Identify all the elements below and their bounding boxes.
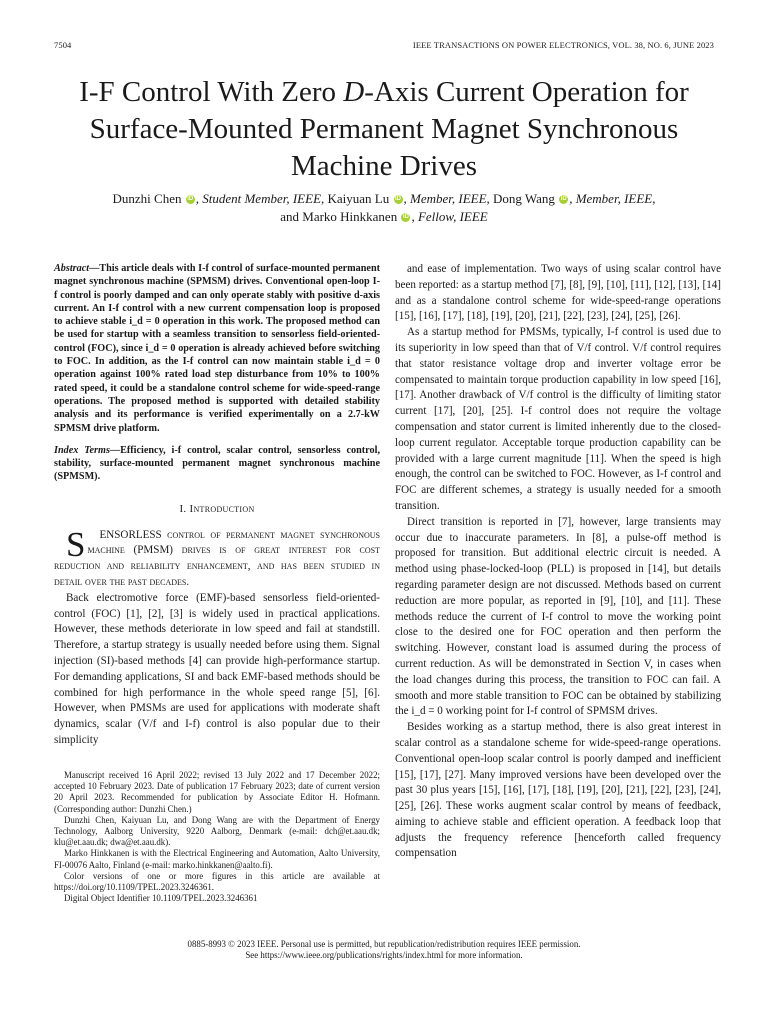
- footnotes: [54, 770, 380, 904]
- author-list: Dunzhi Chen iD , Student Member, IEEE, Kaiyuan Lu iD , Member, IEEE, Dong Wang iD , Member, IEEE, and Marko Hinkkanen iD , Fellow, IEEE: [112, 191, 656, 224]
- copyright-notice: 0885-8993 © 2023 IEEE. Personal use is permitted, but republication/redistribution requires IEEE permission. See https://www.ieee.org/publications/rights/index.html for more information.: [187, 939, 581, 961]
- orcid-icon[interactable]: iD: [187, 196, 194, 202]
- intro-paragraph-1: S ENSORLESS control of permanent magnet synchronous machine (PMSM) drives is of great interest for cost reduction and reliability enhancement, and has been studied in detail over the past decades.: [54, 524, 380, 588]
- orcid-icon[interactable]: iD: [402, 214, 409, 220]
- body-paragraph: As a startup method for PMSMs, typically, I-f control is used due to its superiority in low speed than that of V/f control. V/f control requires that stator resistance voltage drop and inverter voltage error be compensated to maintain torque production capability in low speed [16], [17]. Another drawback of V/f control is the difficulty of limiting stator current [17], [20], [25]. I-f control does not require the voltage compensation and stator current is limited inherently due to the closed-loop current regulator. Acceptable torque production capability can be provided with a large current magnitude [11]. When the speed is high enough, the control can be switched to FOC. However, as I-f control and FOC are different schemes, a strategy is usually needed for a smooth transition.: [395, 326, 721, 512]
- index-terms: Index Terms—Efficiency, i-f control, scalar control, sensorless control, stability, surface-mounted permanent magnet synchronous machine (SPMSM).: [54, 444, 380, 483]
- footnote: Marko Hinkkanen is with the Electrical Engineering and Automation, Aalto University, FI-00076 Aalto, Finland (e-mail: marko.hinkkanen@aalto.fi).: [54, 848, 380, 870]
- paper-title: I-F Control With Zero D-Axis Current Operation for Surface-Mounted Permanent Magnet Synchronous Machine Drives: [79, 76, 689, 182]
- abstract-text: —This article deals with I-f control of surface-mounted permanent magnet synchronous machine (SPMSM) drives. Conventional open-loop I-f control is poorly damped and can only operate stably with positive d-axis current. An I-f control with a new current compensation loop is proposed to achieve stable i_d = 0 operation in this work. The proposed method can be used for startup with a seamless transition to sensorless field-oriented-control (FOC), since i_d = 0 operation is already achieved before switching to FOC. In addition, as the I-f control can now maintain stable i_d = 0 operation against 100% rated load step disturbance from 10% to 100% rated speed, it could be a standalone control scheme for wide-speed-range operations. The proposed method is supported with detailed stability analysis and its performance is verified experimentally on a 2.7-kW SPMSM drive platform.: [54, 263, 380, 434]
- footnote: Digital Object Identifier 10.1109/TPEL.2023.3246361: [64, 893, 258, 904]
- section-heading: I. Introduction: [179, 502, 255, 515]
- footnote: Dunzhi Chen, Kaiyuan Lu, and Dong Wang are with the Department of Energy Technology, Aalborg University, 9220 Aalborg, Denmark (e-mail: dch@et.aau.dk; klu@et.aau.dk; dwa@et.aau.dk).: [54, 814, 380, 848]
- body-paragraph: and ease of implementation. Two ways of using scalar control have been reported: as a startup method [7], [8], [9], [10], [11], [12], [13], [14] and as a standalone control scheme for wide-speed-range operations [15], [16], [17], [18], [19], [20], [21], [22], [23], [24], [25], [26].: [395, 263, 721, 323]
- body-paragraph: Besides working as a startup method, there is also great interest in scalar control as a standalone scheme for wide-speed-range operations. Conventional open-loop scalar control is poorly damped and inefficient [15], [17], [27]. Many improved versions have been developed over the past 30 plus years [15], [16], [17], [18], [19], [20], [21], [22], [23], [24], [25], [26]. These works augment scalar control by means of feedback, aiming to achieve stable and efficient operation. A feedback loop that adjusts the frequency reference [henceforth called frequency compensation: [395, 721, 721, 860]
- footnote: Manuscript received 16 April 2022; revised 13 July 2022 and 17 December 2022; accepted 10 February 2023. Date of publication 17 February 2023; date of current version 20 April 2023. Recommended for publication by Associate Editor H. Hofmann. (Corresponding author: Dunzhi Chen.): [54, 770, 380, 814]
- journal-header: IEEE TRANSACTIONS ON POWER ELECTRONICS, VOL. 38, NO. 6, JUNE 2023: [412, 40, 714, 50]
- left-column: [54, 262, 380, 749]
- page-number: 7504: [54, 40, 72, 50]
- intro-paragraph-2: Back electromotive force (EMF)-based sensorless field-oriented-control (FOC) [1], [2], [3] is widely used in practical applications. However, these methods deteriorate in low speed and fail at standstill. Therefore, a startup strategy is usually needed before using them. Signal injection (SI)-based methods [4] can provide high-performance startup. For demanding applications, SI and back EMF-based methods should be combined for high performance in the whole speed range [5], [6]. However, when PMSMs are used for applications with moderate shaft dynamics, scalar (V/f and I-f) control is also popular due to their simplicity: [54, 591, 380, 746]
- orcid-icon[interactable]: iD: [560, 196, 567, 202]
- right-column: [395, 262, 721, 862]
- abstract: Abstract—This article deals with I-f control of surface-mounted permanent magnet synchronous machine (SPMSM) drives. Conventional open-loop I-f control is poorly damped and can only operate stably with positive d-axis current. An I-f control with a new current compensation loop is proposed to achieve stable i_d = 0 operation in this work. The proposed method can be used for startup with a seamless transition to sensorless field-oriented-control (FOC), since i_d = 0 operation is already achieved before switching to FOC. In addition, as the I-f control can now maintain stable i_d = 0 operation against 100% rated load step disturbance from 10% to 100% rated speed, it could be a standalone control scheme for wide-speed-range operations. The proposed method is supported with detailed stability analysis and its performance is verified experimentally on a 2.7-kW SPMSM drive platform.: [54, 263, 380, 434]
- drop-cap: S: [66, 524, 86, 564]
- footnote: Color versions of one or more figures in this article are available at https://doi.org/10.1109/TPEL.2023.3246361.: [54, 870, 380, 893]
- body-paragraph: Direct transition is reported in [7], however, large transients may occur due to inaccurate parameters. In [8], a pulse-off method is proposed for transition. But additional electric circuit is needed. A method using phase-locked-loop (PLL) is proposed in [14], but details regarding parameter design are not discussed. Methods based on current reduction are more popular, as reported in [9], [10], and [11]. These methods reduce the current of I-f control to move the working point close to the desired one for FOC operation and then perform the switching. However, constant load is assumed during the process of current reduction. As will be demonstrated in Section V, in cases when the load changes during this process, the transition to FOC can fail. A smooth and more stable transition to FOC can be obtained by stabilizing the i_d = 0 working point for I-f control of SPMSM drives.: [395, 515, 721, 718]
- orcid-icon[interactable]: iD: [395, 196, 401, 202]
